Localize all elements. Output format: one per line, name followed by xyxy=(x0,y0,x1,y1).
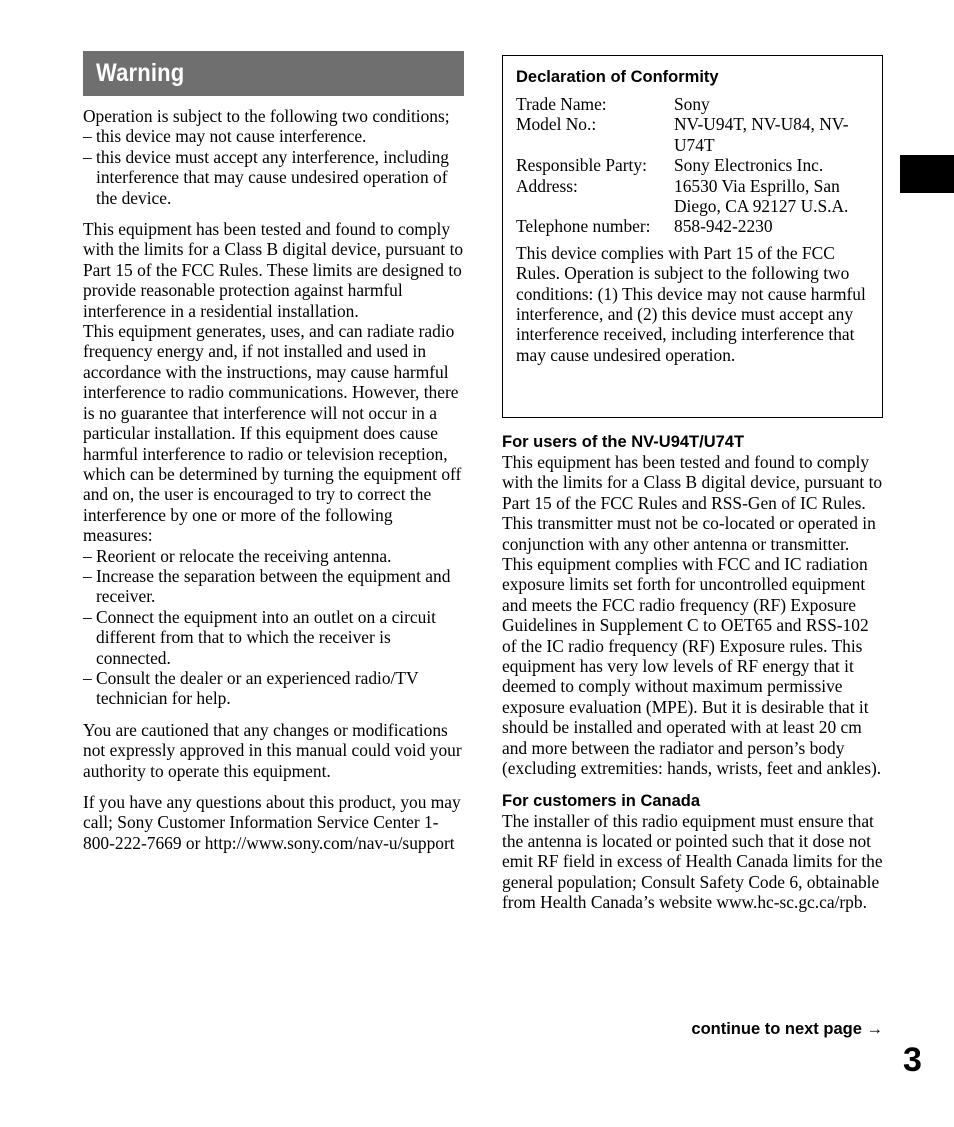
table-row: Trade Name: Sony xyxy=(516,94,710,114)
declaration-paragraph: This device complies with Part 15 of the FCC Rules. Operation is subject to the following two conditions: (1) This device may not cause harmful interference, and (2) this device must accept any interference received, including interference that may cause undesired operation. xyxy=(516,242,866,365)
measure-item: – Increase the separation between the equipment and receiver. xyxy=(83,565,451,607)
measure-item: – Connect the equipment into an outlet on a circuit different from that to which the receiver is connected. xyxy=(83,606,436,668)
section-tab-marker xyxy=(900,155,954,193)
condition-item: – this device may not cause interference. xyxy=(83,126,367,147)
interference-block xyxy=(83,219,464,709)
warning-column xyxy=(83,51,464,853)
warning-header xyxy=(83,51,464,96)
warning-title: Warning xyxy=(96,59,185,88)
declaration-title: Declaration of Conformity xyxy=(516,68,719,86)
conditions-block xyxy=(83,106,464,208)
table-row: Responsible Party: Sony Electronics Inc. xyxy=(516,155,824,176)
users-section-title: For users of the NV-U94T/U74T xyxy=(502,433,745,451)
conditions-intro: Operation is subject to the following two conditions; xyxy=(83,106,450,126)
arrow-right-icon: → xyxy=(866,1020,883,1038)
measure-item: – Consult the dealer or an experienced radio/TV technician for help. xyxy=(83,667,419,709)
table-row: Address: 16530 Via Esprillo, San Diego, CA 92127 U.S.A. xyxy=(516,175,849,217)
canada-paragraph: The installer of this radio equipment must ensure that the antenna is located or pointed such that it dose not emit RF field in excess of Health Canada limits for the general population; Consult Safety Code 6, obtainable from Health Canada’s website www.hc-sc.gc.ca/rpb. xyxy=(502,810,883,913)
measure-item: – Reorient or relocate the receiving antenna. xyxy=(83,545,392,566)
users-paragraph-1: This equipment has been tested and found to comply with the limits for a Class B digital device, pursuant to Part 15 of the FCC Rules and RSS-Gen of IC Rules. xyxy=(502,452,883,513)
caution-paragraph: You are cautioned that any changes or modifications not expressly approved in this manual could void your authority to operate this equipment. xyxy=(83,719,462,781)
condition-item: – this device must accept any interference, including interference that may cause undesired operation of the device. xyxy=(83,146,449,208)
continue-label: continue to next page → xyxy=(691,1020,883,1038)
page-number: 3 xyxy=(903,1041,922,1079)
table-row: Model No.: NV-U94T, NV-U84, NV-U74T xyxy=(516,114,849,155)
conformity-column xyxy=(502,55,883,913)
canada-section-title: For customers in Canada xyxy=(502,791,701,810)
users-paragraph-2: This transmitter must not be co-located or operated in conjunction with any other antenna or transmitter. This equipment complies with FCC and IC radiation exposure limits set forth for uncontrolled equipment and meets the FCC radio frequency (RF) Exposure Guidelines in Supplement C to OET65 and RSS-102 of the IC radio frequency (RF) Exposure rules. This equipment has very low levels of RF energy that it deemed to comply without maximum permissive exposure evaluation (MPE). But it is desirable that it should be installed and operated with at least 20 cm and more between the radiator and person’s body (excluding extremities: hands, wrists, feet and ankles). xyxy=(502,513,882,779)
tested-paragraph: This equipment has been tested and found to comply with the limits for a Class B digital device, pursuant to Part 15 of the FCC Rules. These limits are designed to provide reasonable protection against harmful interference in a residential installation. xyxy=(83,219,464,321)
declaration-box xyxy=(502,55,883,418)
table-row: Telephone number: 858-942-2230 xyxy=(516,216,773,237)
questions-paragraph: If you have any questions about this product, you may call; Sony Customer Information Service Center 1-800-222-7669 or http://www.sony.com/nav-u/support xyxy=(83,792,461,853)
generates-paragraph: This equipment generates, uses, and can radiate radio frequency energy and, if not installed and used in accordance with the instructions, may cause harmful interference to radio communications. However, there is no guarantee that interference will not occur in a particular installation. If this equipment does cause harmful interference to radio or television reception, which can be determined by turning the equipment off and on, the user is encouraged to try to correct the interference by one or more of the following measures: xyxy=(83,321,462,546)
declaration-table xyxy=(516,94,870,237)
